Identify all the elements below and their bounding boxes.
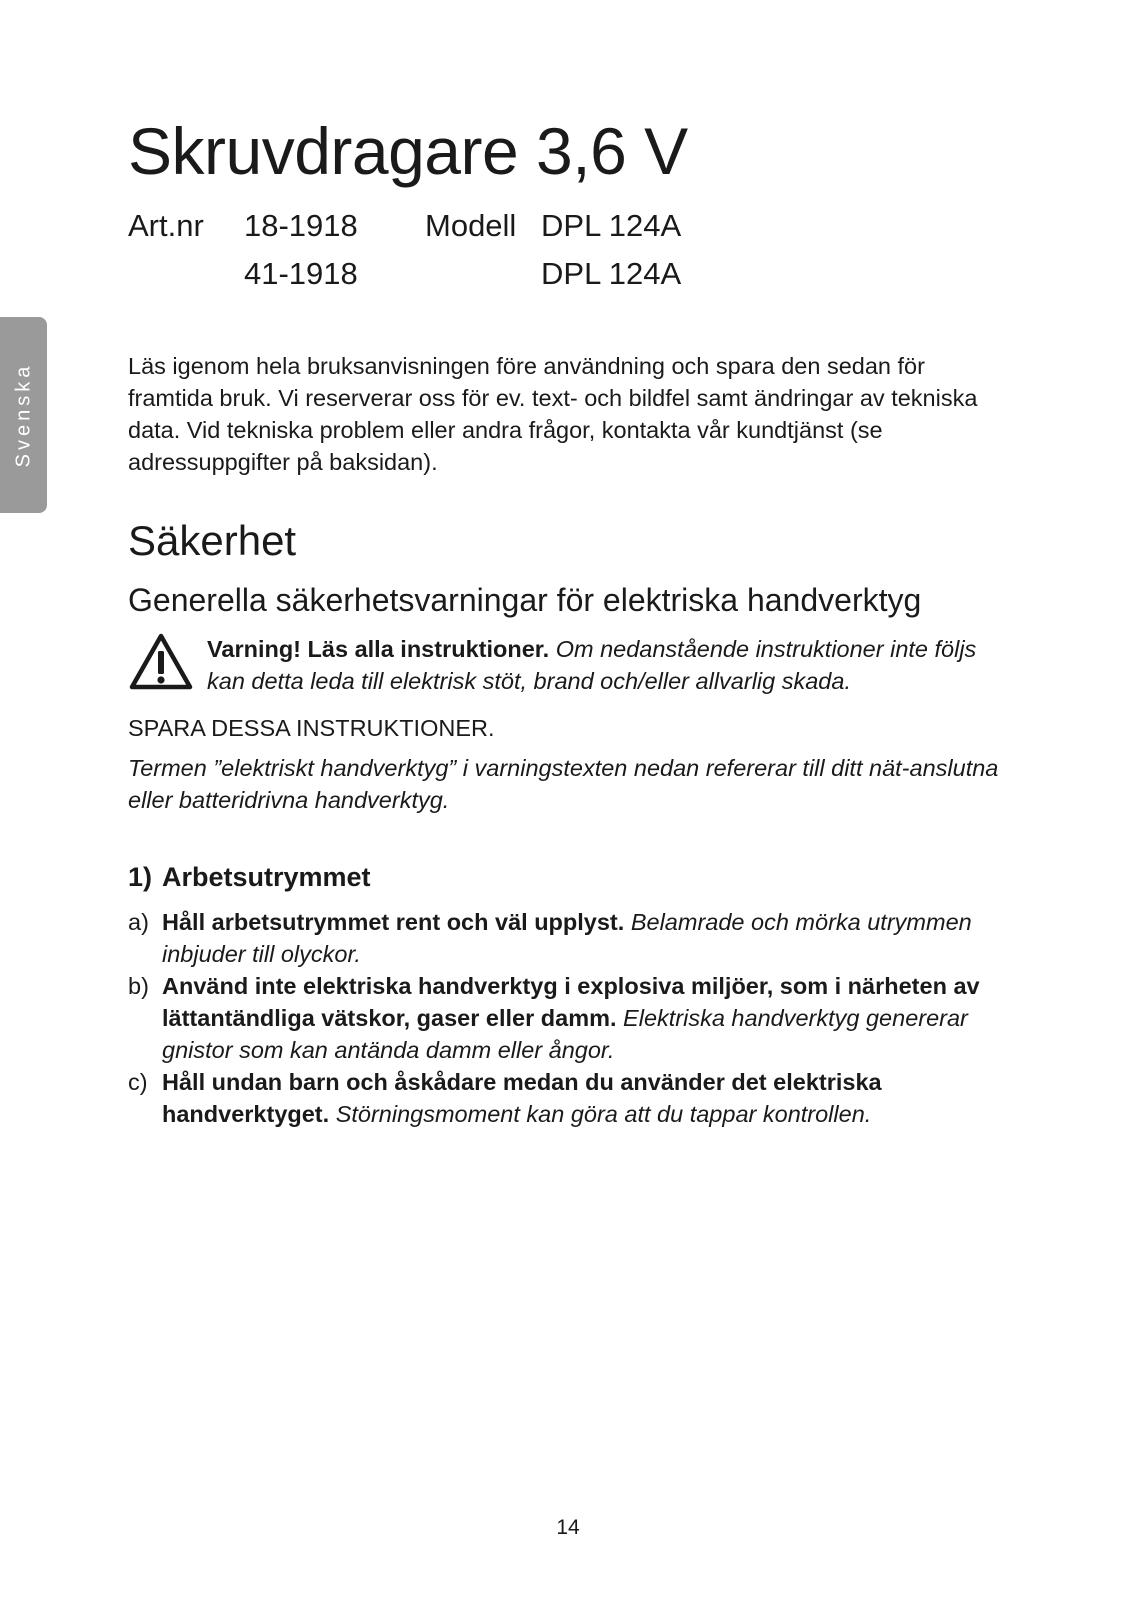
list-item-bold: Använd inte elektriska handverktyg i explosiva miljöer, som i närheten av lättantändliga vätskor, gaser eller damm.: [162, 973, 980, 1031]
warning-italic-text: Om nedanstående instruktioner inte följs kan detta leda till elektrisk stöt, brand och/eller allvarlig skada.: [207, 636, 977, 694]
list-item-italic: Belamrade och mörka utrymmen inbjuder till olyckor.: [162, 909, 972, 967]
language-side-tab-label: Svenska: [12, 362, 35, 468]
warning-triangle-icon: [128, 632, 194, 692]
list-item-italic: Elektriska handverktyg genererar gnistor som kan antända damm eller ångor.: [162, 1005, 968, 1063]
safety-heading: Säkerhet: [128, 517, 297, 564]
list-item-marker: c): [128, 1069, 148, 1095]
list-item: [128, 906, 1008, 970]
section-1-list: [128, 906, 1008, 1130]
page-title: Skruvdragare 3,6 V: [128, 114, 688, 188]
term-note: Termen ”elektriskt handverktyg” i varningstexten nedan refererar till ditt nät-anslutna eller batteridrivna handverktyg.: [128, 755, 999, 813]
page-number: 14: [556, 1516, 580, 1539]
list-item: [128, 1066, 1008, 1130]
art-number-1: 18-1918: [244, 208, 358, 243]
list-item-bold: Håll undan barn och åskådare medan du använder det elektriska handverktyget.: [162, 1069, 882, 1127]
section-1-number: 1): [128, 862, 153, 892]
intro-paragraph: Läs igenom hela bruksanvisningen före användning och spara den sedan för framtida bruk. Vi reserverar oss för ev. text- och bildfel samt ändringar av tekniska data. Vid tekniska problem eller andra frågor, kontakta vår kundtjänst (se adressuppgifter på baksidan).: [128, 353, 978, 475]
list-item-bold: Håll arbetsutrymmet rent och väl upplyst.: [162, 909, 625, 935]
art-number-label: Art.nr: [128, 208, 204, 243]
save-instructions-text: SPARA DESSA INSTRUKTIONER.: [128, 715, 495, 741]
list-item-marker: b): [128, 973, 149, 999]
list-item: [128, 970, 1008, 1066]
list-item-italic: Störningsmoment kan göra att du tappar kontrollen.: [335, 1101, 872, 1127]
model-1: DPL 124A: [541, 208, 682, 243]
model-label: Modell: [425, 208, 517, 243]
model-2: DPL 124A: [541, 256, 682, 291]
section-1-heading: [128, 864, 371, 891]
section-1-title: Arbetsutrymmet: [162, 862, 371, 892]
safety-subheading: Generella säkerhetsvarningar för elektriska handverktyg: [128, 582, 922, 618]
list-item-marker: a): [128, 909, 149, 935]
warning-bold-text: Varning! Läs alla instruktioner.: [207, 636, 550, 662]
warning-text: [207, 633, 1007, 697]
art-number-2: 41-1918: [244, 256, 358, 291]
